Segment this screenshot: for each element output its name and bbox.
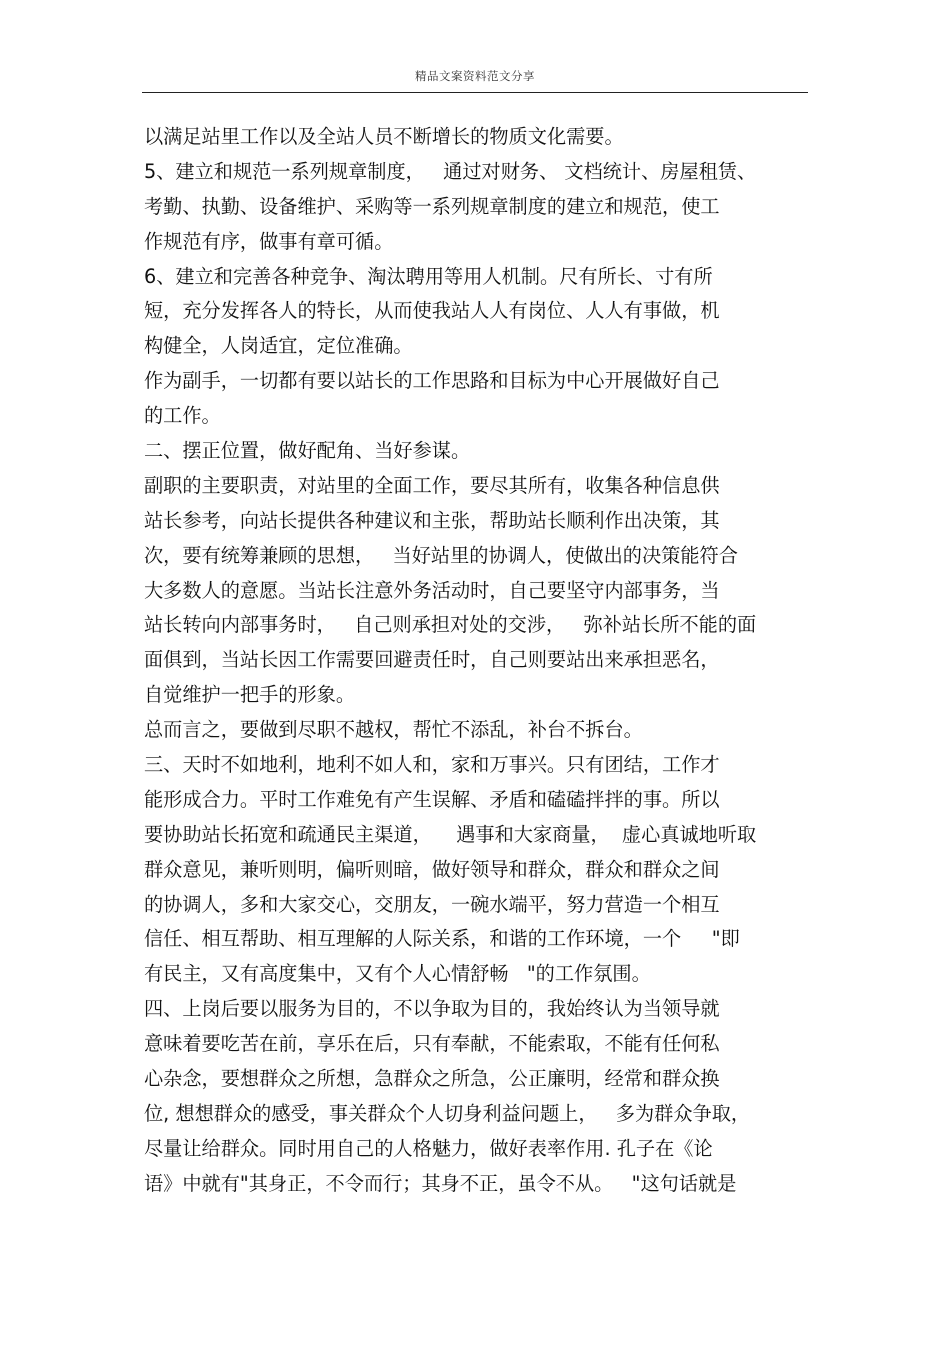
text-line: 次，要有统筹兼顾的思想， 当好站里的协调人，使做出的决策能符合 [144,543,738,567]
header-title: 精品文案资料范文分享 [415,69,535,83]
text-line: 四、上岗后要以服务为目的，不以争取为目的，我始终认为当领导就 [144,997,720,1021]
text-line: 构健全，人岗适宜，定位准确。 [144,334,413,358]
text-line: 大多数人的意愿。当站长注意外务活动时，自己要坚守内部事务，当 [144,578,720,602]
text-line: 自觉维护一把手的形象。 [144,683,356,707]
text-line: 5、建立和规范一系列规章制度， 通过对财务、 文档统计、房屋租赁、 [144,159,757,183]
text-line: 语》中就有"其身正，不令而行；其身不正，虽令不从。 "这句话就是 [144,1171,737,1195]
text-line: 要协助站长拓宽和疏通民主渠道， 遇事和大家商量， 虚心真诚地听取 [144,822,757,846]
text-line: 站长转向内部事务时， 自己则承担对处的交涉， 弥补站长所不能的面 [144,613,757,637]
text-line: 面俱到，当站长因工作需要回避责任时，自己则要站出来承担恶名， [144,648,720,672]
text-line: 二、摆正位置，做好配角、当好参谋。 [144,439,471,463]
text-line: 尽量让给群众。同时用自己的人格魅力，做好表率作用. 孔子在《论 [144,1136,713,1160]
text-line: 考勤、执勤、设备维护、采购等一系列规章制度的建立和规范，使工 [144,194,720,218]
document-body [144,120,814,1202]
text-line: 作规范有序，做事有章可循。 [144,229,394,253]
text-line: 站长参考，向站长提供各种建议和主张，帮助站长顺利作出决策，其 [144,508,720,532]
text-line: 以满足站里工作以及全站人员不断增长的物质文化需要。 [144,125,624,148]
text-line: 有民主，又有高度集中，又有个人心情舒畅 "的工作氛围。 [144,962,651,986]
text-line: 6、建立和完善各种竞争、淘汰聘用等用人机制。尺有所长、寸有所 [144,264,713,288]
text-line: 位, 想想群众的感受，事关群众个人切身利益问题上， 多为群众争取， [144,1101,751,1125]
text-line: 的工作。 [144,404,221,428]
text-line: 总而言之，要做到尽职不越权，帮忙不添乱，补台不拆台。 [144,718,643,742]
page-header [142,64,808,93]
text-line: 副职的主要职责，对站里的全面工作，要尽其所有，收集各种信息供 [144,473,720,497]
text-line: 作为副手，一切都有要以站长的工作思路和目标为中心开展做好自己 [144,369,720,393]
text-line: 群众意见，兼听则明，偏听则暗，做好领导和群众，群众和群众之间 [144,857,720,881]
text-line: 短，充分发挥各人的特长，从而使我站人人有岗位、人人有事做，机 [144,299,720,323]
text-line: 三、天时不如地利，地利不如人和，家和万事兴。只有团结，工作才 [144,753,720,777]
text-line: 意味着要吃苦在前，享乐在后，只有奉献，不能索取，不能有任何私 [144,1032,720,1056]
text-line: 信任、相互帮助、相互理解的人际关系，和谐的工作环境，一个 "即 [144,927,740,951]
text-line: 能形成合力。平时工作难免有产生误解、矛盾和磕磕拌拌的事。所以 [144,787,720,811]
text-line: 的协调人，多和大家交心，交朋友，一碗水端平，努力营造一个相互 [144,892,720,916]
text-line: 心杂念，要想群众之所想，急群众之所急，公正廉明，经常和群众换 [144,1067,720,1091]
